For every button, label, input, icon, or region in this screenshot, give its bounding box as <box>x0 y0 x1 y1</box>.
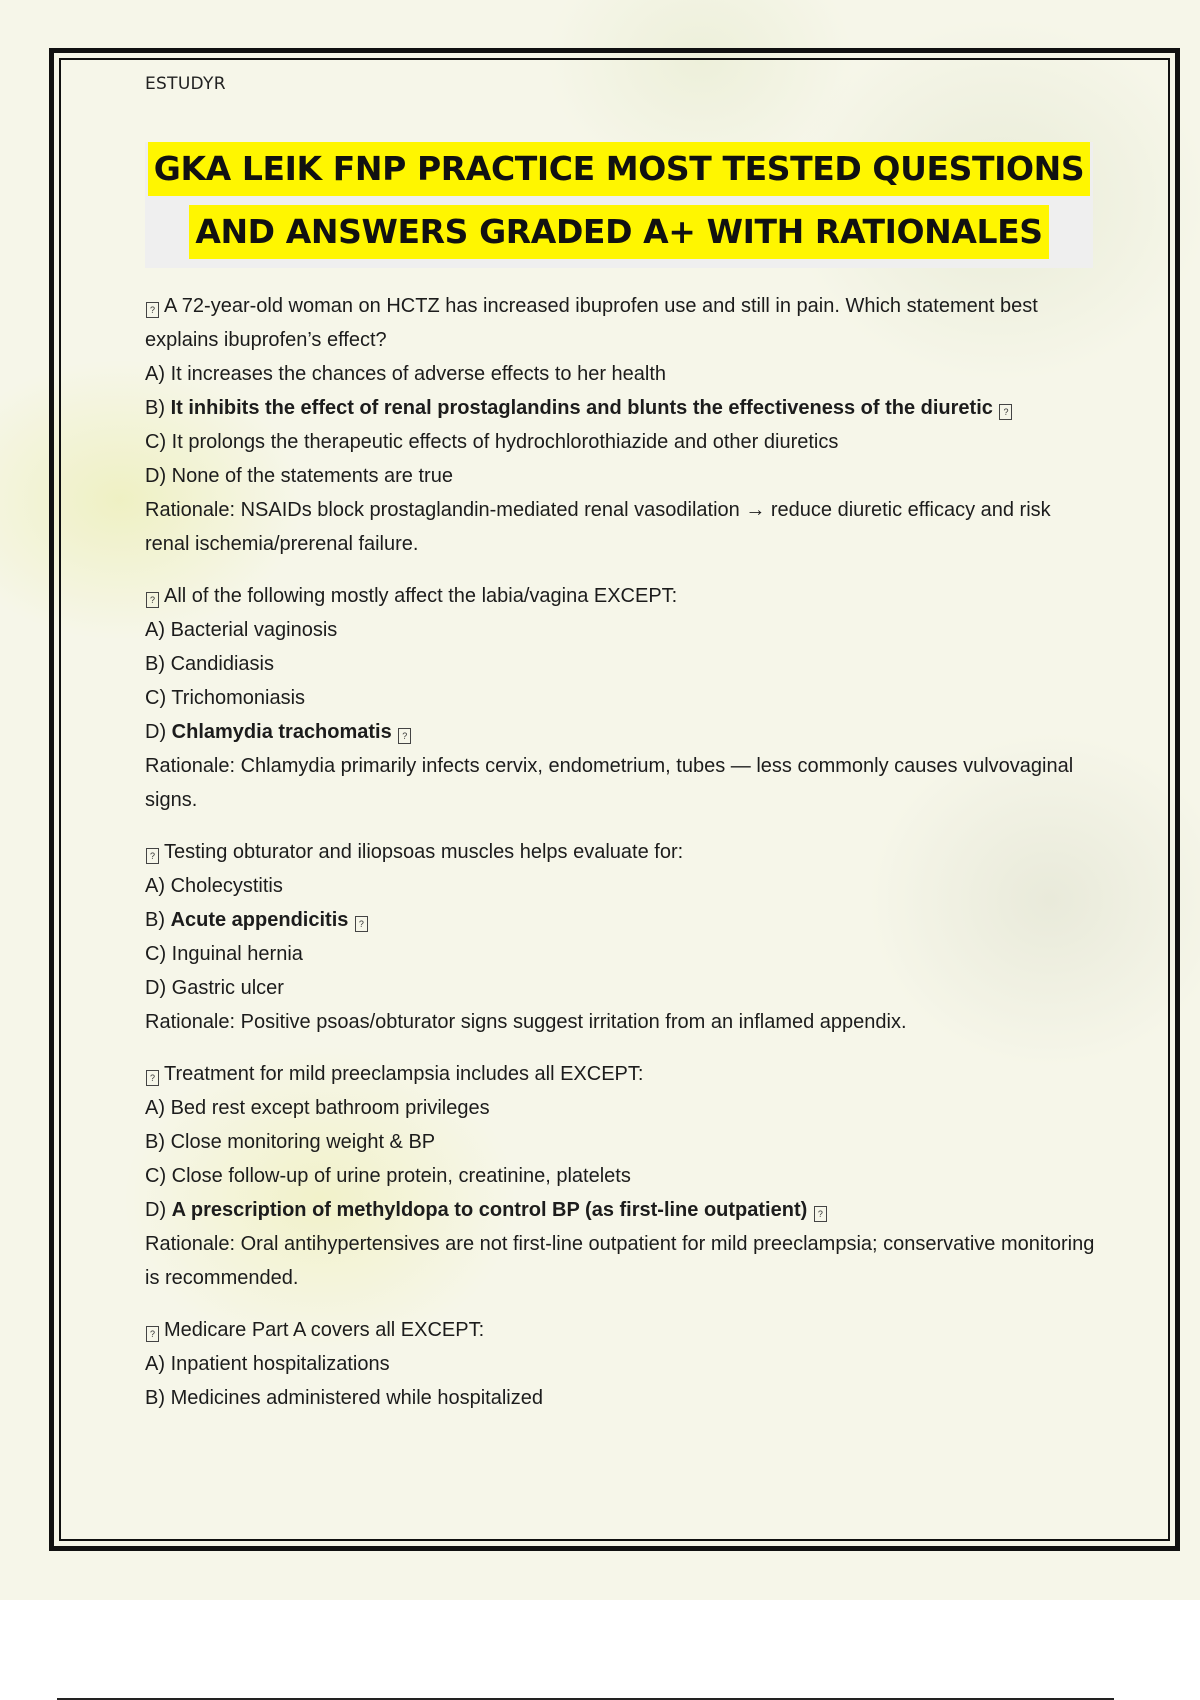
answer-option: C) Trichomoniasis <box>145 687 306 709</box>
correct-marker-icon: ? <box>814 1206 827 1222</box>
answer-option: C) Close follow-up of urine protein, creatinine, platelets <box>145 1165 631 1187</box>
document-title <box>145 142 1093 268</box>
answer-option: B) Close monitoring weight & BP <box>145 1131 436 1153</box>
question-stem: ? Treatment for mild preeclampsia includes all EXCEPT: <box>145 1057 1095 1091</box>
answer-option: A) Bed rest except bathroom privileges <box>145 1097 490 1119</box>
question-stem: ? Medicare Part A covers all EXCEPT: <box>145 1313 1095 1347</box>
question-block <box>145 1057 1095 1295</box>
question-block <box>145 835 1095 1039</box>
question-stem: ? Testing obturator and iliopsoas muscles helps evaluate for: <box>145 835 1095 869</box>
question-marker-icon: ? <box>146 302 159 318</box>
question-stem: ? A 72-year-old woman on HCTZ has increased ibuprofen use and still in pain. Which statement best explains ibuprofen’s effect? <box>145 295 1038 351</box>
correct-marker-icon: ? <box>355 916 368 932</box>
answer-option: A) Bacterial vaginosis <box>145 619 338 641</box>
answer-option: B) Medicines administered while hospitalized <box>145 1387 543 1409</box>
rationale: Rationale: Oral antihypertensives are not first-line outpatient for mild preeclampsia; conservative monitoring is recommended. <box>145 1233 1095 1289</box>
answer-option-correct: B) It inhibits the effect of renal prostaglandins and blunts the effectiveness of the diuretic ? <box>145 391 1095 425</box>
answer-option: C) It prolongs the therapeutic effects of hydrochlorothiazide and other diuretics <box>145 431 839 453</box>
question-marker-icon: ? <box>146 592 159 608</box>
answer-option-correct: D) Chlamydia trachomatis ? <box>145 715 1095 749</box>
answer-option: D) Gastric ulcer <box>145 977 284 999</box>
question-block <box>145 1313 1095 1415</box>
question-marker-icon: ? <box>146 1070 159 1086</box>
rationale: Rationale: Chlamydia primarily infects cervix, endometrium, tubes — less commonly causes vulvovaginal signs. <box>145 755 1074 811</box>
answer-option: C) Inguinal hernia <box>145 943 303 965</box>
answer-option: A) Cholecystitis <box>145 875 283 897</box>
answer-option: B) Candidiasis <box>145 653 274 675</box>
question-marker-icon: ? <box>146 1326 159 1342</box>
question-block <box>145 289 1095 561</box>
title-line-2: AND ANSWERS GRADED A+ WITH RATIONALES <box>189 205 1048 259</box>
answer-option-correct: B) Acute appendicitis ? <box>145 903 1095 937</box>
answer-option: A) Inpatient hospitalizations <box>145 1353 390 1375</box>
answer-option: D) None of the statements are true <box>145 465 453 487</box>
brand-label: ESTUDYR <box>145 74 226 94</box>
title-line-1: GKA LEIK FNP PRACTICE MOST TESTED QUESTIONS <box>148 142 1090 196</box>
correct-marker-icon: ? <box>999 404 1012 420</box>
rationale: Rationale: Positive psoas/obturator signs suggest irritation from an inflamed appendix. <box>145 1011 907 1033</box>
correct-marker-icon: ? <box>398 728 411 744</box>
question-list <box>145 289 1095 1433</box>
answer-option: A) It increases the chances of adverse effects to her health <box>145 363 667 385</box>
question-stem: ? All of the following mostly affect the labia/vagina EXCEPT: <box>145 579 1095 613</box>
rationale: Rationale: NSAIDs block prostaglandin-mediated renal vasodilation → reduce diuretic efficacy and risk renal ischemia/prerenal failure. <box>145 499 1051 555</box>
question-block <box>145 579 1095 817</box>
answer-option-correct: D) A prescription of methyldopa to control BP (as first-line outpatient) ? <box>145 1193 1095 1227</box>
question-marker-icon: ? <box>146 848 159 864</box>
